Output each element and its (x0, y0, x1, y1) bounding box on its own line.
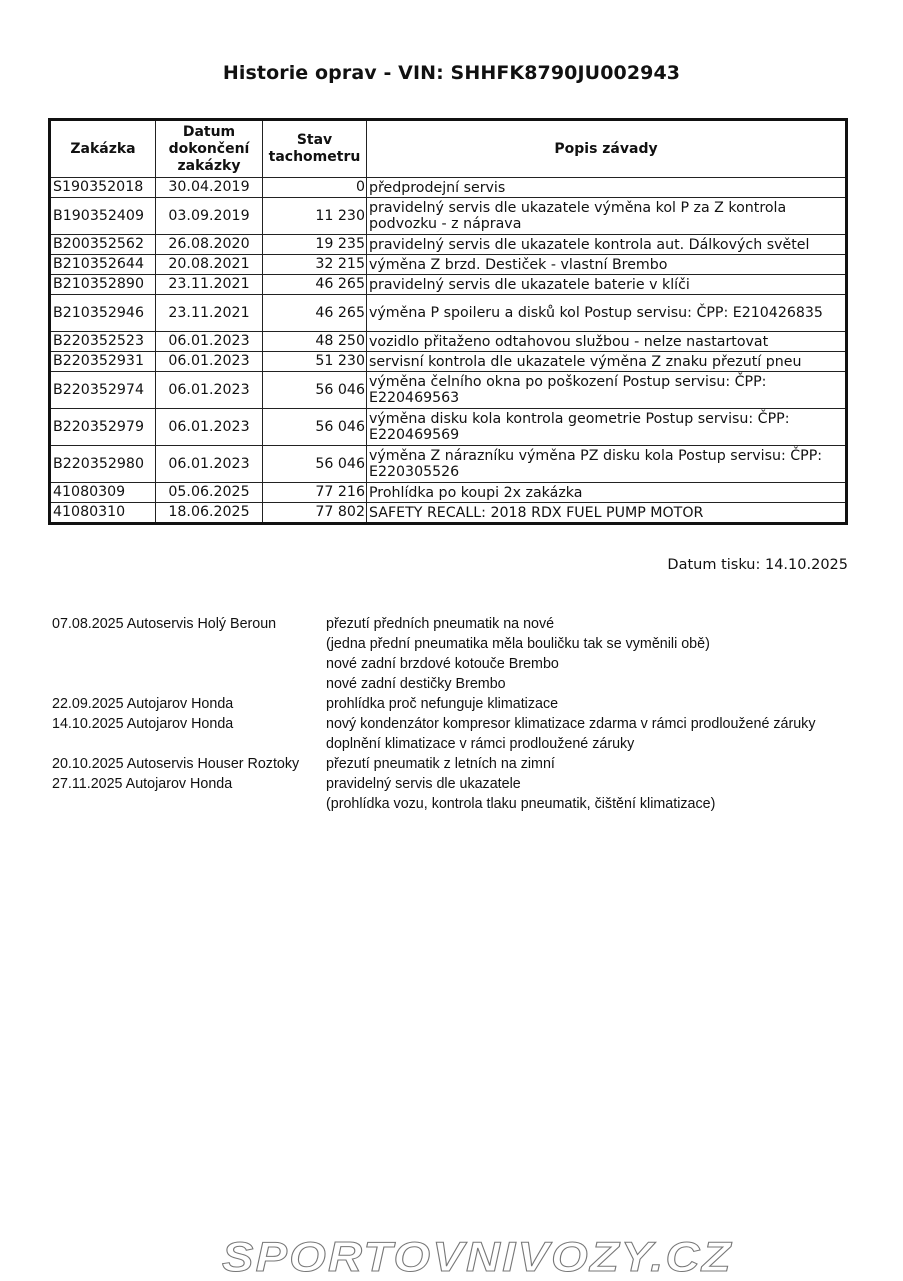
table-row (50, 503, 847, 524)
note-description: pravidelný servis dle ukazatele (326, 776, 521, 792)
note-date-shop: 20.10.2025 Autoservis Houser Roztoky (52, 756, 300, 772)
cell-order: B200352562 (50, 235, 156, 255)
cell-order: 41080309 (50, 483, 156, 503)
print-date: Datum tisku: 14.10.2025 (667, 557, 848, 573)
table-row (50, 372, 847, 409)
table-header-row (50, 120, 847, 178)
cell-order: B190352409 (50, 198, 156, 235)
cell-description: pravidelný servis dle ukazatele výměna kol P za Z kontrola podvozku - z náprava (367, 198, 847, 235)
cell-description: servisní kontrola dle ukazatele výměna Z znaku přezutí pneu (367, 352, 847, 372)
header-odometer: Stav tachometru (263, 120, 367, 178)
note-description: doplnění klimatizace v rámci prodloužené záruky (326, 736, 635, 752)
cell-odometer: 48 250 (263, 332, 367, 352)
cell-description: výměna čelního okna po poškození Postup servisu: ČPP: E220469563 (367, 372, 847, 409)
cell-order: B210352644 (50, 255, 156, 275)
cell-odometer: 77 216 (263, 483, 367, 503)
cell-description: pravidelný servis dle ukazatele baterie v klíči (367, 275, 847, 295)
cell-order: 41080310 (50, 503, 156, 524)
table-row (50, 198, 847, 235)
cell-date: 06.01.2023 (156, 372, 263, 409)
cell-date: 18.06.2025 (156, 503, 263, 524)
cell-order: S190352018 (50, 178, 156, 198)
cell-description: výměna P spoileru a disků kol Postup servisu: ČPP: E210426835 (367, 295, 847, 332)
note-description: (jedna přední pneumatika měla bouličku tak se vyměnili obě) (326, 636, 710, 652)
table-row (50, 409, 847, 446)
cell-date: 06.01.2023 (156, 409, 263, 446)
cell-odometer: 51 230 (263, 352, 367, 372)
cell-description: SAFETY RECALL: 2018 RDX FUEL PUMP MOTOR (367, 503, 847, 524)
table-row (50, 275, 847, 295)
cell-order: B210352946 (50, 295, 156, 332)
cell-description: pravidelný servis dle ukazatele kontrola aut. Dálkových světel (367, 235, 847, 255)
note-description: nové zadní destičky Brembo (326, 676, 506, 692)
note-description: přezutí pneumatik z letních na zimní (326, 756, 555, 772)
note-description: přezutí předních pneumatik na nové (326, 616, 555, 632)
note-date-shop: 27.11.2025 Autojarov Honda (52, 776, 233, 792)
cell-date: 05.06.2025 (156, 483, 263, 503)
cell-order: B220352974 (50, 372, 156, 409)
cell-date: 30.04.2019 (156, 178, 263, 198)
cell-odometer: 32 215 (263, 255, 367, 275)
cell-date: 06.01.2023 (156, 332, 263, 352)
cell-odometer: 46 265 (263, 275, 367, 295)
cell-description: vozidlo přitaženo odtahovou službou - nelze nastartovat (367, 332, 847, 352)
table-row (50, 235, 847, 255)
note-date-shop: 22.09.2025 Autojarov Honda (52, 696, 234, 712)
watermark-logo: SPORTOVNIVOZY.CZ (222, 1233, 733, 1280)
cell-order: B220352931 (50, 352, 156, 372)
note-description: nové zadní brzdové kotouče Brembo (326, 656, 559, 672)
cell-date: 26.08.2020 (156, 235, 263, 255)
cell-order: B220352980 (50, 446, 156, 483)
cell-description: Prohlídka po koupi 2x zakázka (367, 483, 847, 503)
cell-date: 23.11.2021 (156, 295, 263, 332)
cell-description: výměna disku kola kontrola geometrie Postup servisu: ČPP: E220469569 (367, 409, 847, 446)
table-row (50, 446, 847, 483)
cell-date: 06.01.2023 (156, 352, 263, 372)
table-row (50, 352, 847, 372)
cell-odometer: 56 046 (263, 446, 367, 483)
cell-odometer: 77 802 (263, 503, 367, 524)
note-date-shop: 14.10.2025 Autojarov Honda (52, 716, 234, 732)
repair-history-table (48, 118, 848, 525)
cell-odometer: 0 (263, 178, 367, 198)
cell-odometer: 19 235 (263, 235, 367, 255)
cell-description: výměna Z brzd. Destiček - vlastní Brembo (367, 255, 847, 275)
table-row (50, 295, 847, 332)
cell-description: předprodejní servis (367, 178, 847, 198)
note-description: (prohlídka vozu, kontrola tlaku pneumatik, čištění klimatizace) (326, 796, 716, 812)
note-date-shop: 07.08.2025 Autoservis Holý Beroun (52, 616, 277, 632)
table-row (50, 483, 847, 503)
cell-odometer: 11 230 (263, 198, 367, 235)
page-title: Historie oprav - VIN: SHHFK8790JU002943 (222, 62, 681, 84)
cell-date: 20.08.2021 (156, 255, 263, 275)
cell-odometer: 56 046 (263, 372, 367, 409)
cell-description: výměna Z nárazníku výměna PZ disku kola Postup servisu: ČPP: E220305526 (367, 446, 847, 483)
note-description: prohlídka proč nefunguje klimatizace (326, 696, 559, 712)
header-description: Popis závady (367, 120, 847, 178)
table-row (50, 255, 847, 275)
cell-order: B220352979 (50, 409, 156, 446)
header-order: Zakázka (50, 120, 156, 178)
cell-date: 03.09.2019 (156, 198, 263, 235)
cell-odometer: 46 265 (263, 295, 367, 332)
note-description: nový kondenzátor kompresor klimatizace zdarma v rámci prodloužené záruky (326, 716, 816, 732)
cell-order: B220352523 (50, 332, 156, 352)
header-date: Datum dokončení zakázky (156, 120, 263, 178)
cell-date: 06.01.2023 (156, 446, 263, 483)
cell-order: B210352890 (50, 275, 156, 295)
table-row (50, 178, 847, 198)
cell-date: 23.11.2021 (156, 275, 263, 295)
cell-odometer: 56 046 (263, 409, 367, 446)
table-row (50, 332, 847, 352)
